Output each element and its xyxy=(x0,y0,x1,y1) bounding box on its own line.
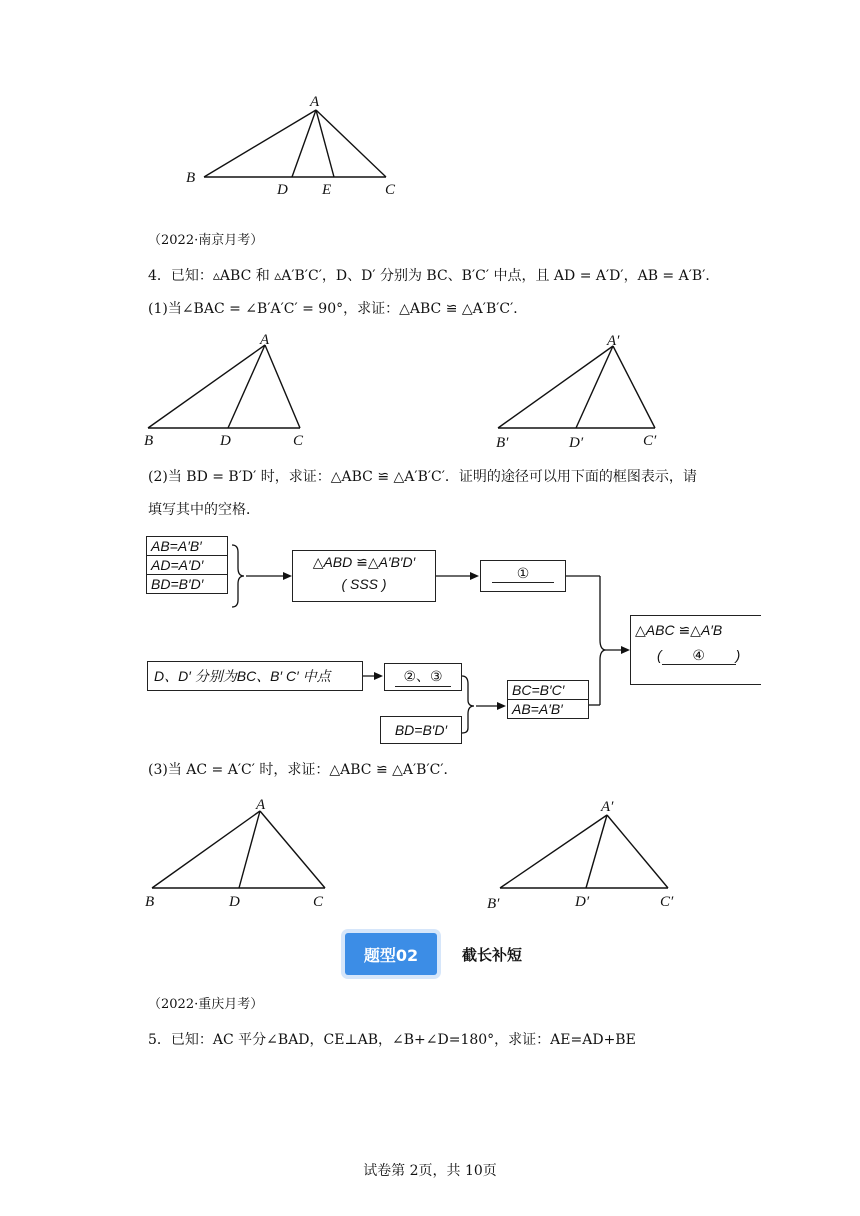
blank-4[interactable]: ④ xyxy=(662,647,736,665)
blank-1-box xyxy=(480,560,566,592)
label-b: B xyxy=(145,894,155,910)
label-d-prime: D′ xyxy=(575,894,590,910)
page-footer: 试卷第 2页，共 10页 xyxy=(363,1163,497,1179)
label-d: D xyxy=(277,182,288,198)
label-c-prime: C′ xyxy=(660,894,674,910)
given-ad: AD=A′D′ xyxy=(147,556,227,575)
label-a: A xyxy=(260,332,270,348)
bd-text: BD=B′D′ xyxy=(394,722,448,738)
figure-q4-part3 xyxy=(140,793,740,913)
q4-part2-line2: 填写其中的空格． xyxy=(148,502,260,518)
given-bc: BC=B′C′ xyxy=(508,681,588,700)
q4-part1: (1)当∠BAC = ∠B′A′C′ = 90°，求证：△ABC ≌ △A′B′C′． xyxy=(148,301,528,317)
label-b: B xyxy=(186,170,196,186)
given-group-box xyxy=(146,536,228,594)
label-d: D xyxy=(220,433,231,449)
label-c: C xyxy=(385,182,396,198)
q4-source: （2022·南京月考） xyxy=(148,233,264,248)
q4-part3: (3)当 AC = A′C′ 时，求证：△ABC ≌ △A′B′C′． xyxy=(148,762,458,778)
label-d-prime: D′ xyxy=(569,435,584,451)
label-a: A xyxy=(256,797,266,813)
congruence-abd: △ABD ≌△A′B′D′ xyxy=(312,554,416,570)
result-reason: ( ④ ) xyxy=(657,647,741,663)
q5-stem: 5．已知：AC 平分∠BAD，CE⊥AB，∠B+∠D=180°，求证：AE=AD+BE xyxy=(148,1032,636,1048)
q4-stem: 4．已知：▵ABC 和 ▵A′B′C′，D、D′ 分别为 BC、B′C′ 中点，且 AD = A′D′，AB = A′B′． xyxy=(148,268,720,284)
label-b-prime: B′ xyxy=(487,896,500,912)
label-c: C xyxy=(313,894,324,910)
blank-1[interactable]: ① xyxy=(492,565,554,583)
midpoint-text: D、D′ 分别为BC、B′ C′ 中点 xyxy=(154,668,331,684)
label-b-prime: B′ xyxy=(496,435,509,451)
label-a-prime: A′ xyxy=(607,333,620,349)
midpoint-box xyxy=(147,661,363,691)
label-e: E xyxy=(322,182,332,198)
label-a: A xyxy=(310,94,320,110)
label-c: C xyxy=(293,433,304,449)
q4-part2-line1: (2)当 BD = B′D′ 时，求证：△ABC ≌ △A′B′C′．证明的途径可以用下面的框图表示，请 xyxy=(148,469,697,485)
label-b: B xyxy=(144,433,154,449)
section-title: 截长补短 xyxy=(462,946,523,964)
given-group2-box xyxy=(507,680,589,719)
given-bd: BD=B′D′ xyxy=(151,576,204,592)
label-a-prime: A′ xyxy=(601,799,614,815)
given-ab: AB=A′B′ xyxy=(147,537,227,556)
bd-box xyxy=(380,716,462,744)
section-badge: 题型02 xyxy=(345,933,437,975)
label-c-prime: C′ xyxy=(643,433,657,449)
q5-source: （2022·重庆月考） xyxy=(148,997,264,1012)
blank-2-3[interactable]: ②、③ xyxy=(395,666,451,687)
given-ab-2: AB=A′B′ xyxy=(512,701,563,717)
blank-23-box xyxy=(384,663,462,691)
label-d: D xyxy=(229,894,240,910)
result-box xyxy=(630,615,761,685)
congruence-abd-box xyxy=(292,550,436,602)
sss-reason: ( SSS ) xyxy=(341,576,387,592)
result-congruence: △ABC ≌△A′B xyxy=(635,622,723,638)
